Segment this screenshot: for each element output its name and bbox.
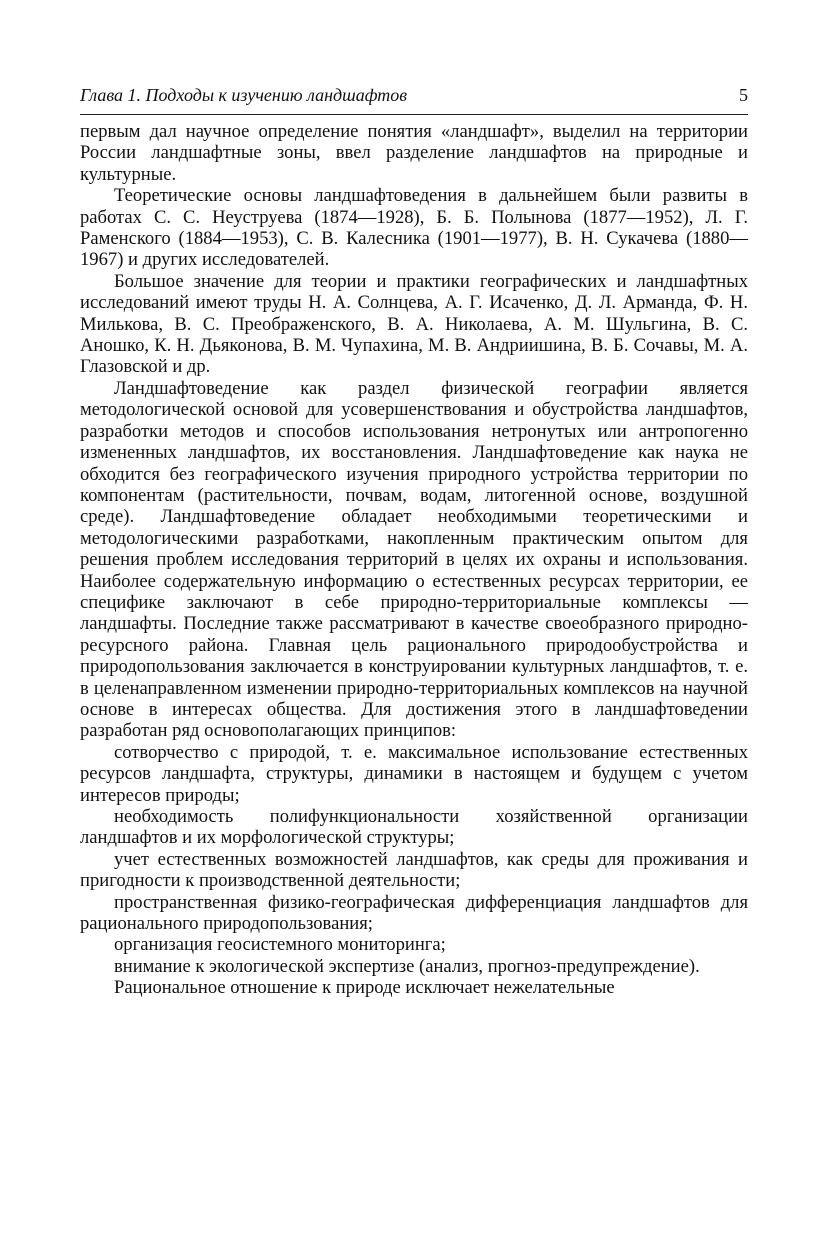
paragraph-rational-attitude: Рациональное отношение к природе исключает нежелательные — [114, 977, 615, 999]
principle-item: внимание к экологической экспертизе (анализ, прогноз-предупреждение). — [114, 955, 700, 977]
book-page — [80, 82, 748, 999]
header-rule — [80, 114, 748, 115]
paragraph-continued: первым дал научное определение понятия «ландшафт», выделил на территории России ландшафтные зоны, ввел разделение ландшафтов на природные и культурные. — [80, 121, 748, 185]
principle-item: сотворчество с природой, т. е. максимальное использование естественных ресурсов ландшафта, структуры, динамики в настоящем и будущем с учетом интересов природы; — [80, 741, 748, 806]
running-head — [80, 82, 748, 108]
principle-item: учет естественных возможностей ландшафтов, как среды для проживания и пригодности к производственной деятельности; — [80, 848, 748, 892]
chapter-title: Глава 1. Подходы к изучению ландшафтов — [80, 85, 408, 105]
paragraph-theoretical-foundations: Теоретические основы ландшафтоведения в дальнейшем были развиты в работах С. С. Неуструева (1874—1928), Б. Б. Полынова (1877—1952), Л. Г. Раменского (1884—1953), С. В. Калесника (1901—1977), В. Н. Сукачева (1880—1967) и других исследователей. — [80, 185, 748, 271]
paragraph-important-works: Большое значение для теории и практики географических и ландшафтных исследований имеют труды Н. А. Солнцева, А. Г. Исаченко, Д. Л. Арманда, Ф. Н. Милькова, В. С. Преображенского, В. А. Николаева, А. М. Шульгина, В. С. Аношко, К. Н. Дьяконова, В. М. Чупахина, М. В. Андриишина, В. Б. Сочавы, М. А. Глазовской и др. — [80, 270, 748, 378]
principle-item: пространственная физико-географическая дифференциация ландшафтов для рационального природопользования; — [80, 891, 748, 935]
body-text — [80, 121, 748, 999]
principle-item: организация геосистемного мониторинга; — [114, 934, 446, 956]
page-number: 5 — [739, 85, 748, 105]
paragraph-landscape-science: Ландшафтоведение как раздел физической географии является методологической основой для усовершенствования и обустройства ландшафтов, разработки методов и способов использования нетронутых или антропогенно измененных ландшафтов, их восстановления. Ландшафтоведение как наука не обходится без географического изучения природного устройства территории по компонентам (растительности, почвам, водам, литогенной основе, воздушной среде). Ландшафтоведение обладает необходимыми теоретическими и методологическими разработками, накопленным практическим опытом для решения проблем исследования территорий в целях их охраны и использования. Наиболее содержательную информацию о естественных ресурсах территории, ее специфике заключают в себе природно-территориальные комплексы — ландшафты. Последние также рассматривают в качестве своеобразного природно-ресурсного района. Главная цель рационального природообустройства и природопользования заключается в конструировании культурных ландшафтов, т. е. в целенаправленном изменении природно-территориальных комплексов на научной основе в интересах общества. Для достижения этого в ландшафтоведении разработан ряд основополагающих принципов: — [80, 377, 748, 742]
principle-item: необходимость полифункциональности хозяйственной организации ландшафтов и их морфологической структуры; — [80, 806, 748, 849]
